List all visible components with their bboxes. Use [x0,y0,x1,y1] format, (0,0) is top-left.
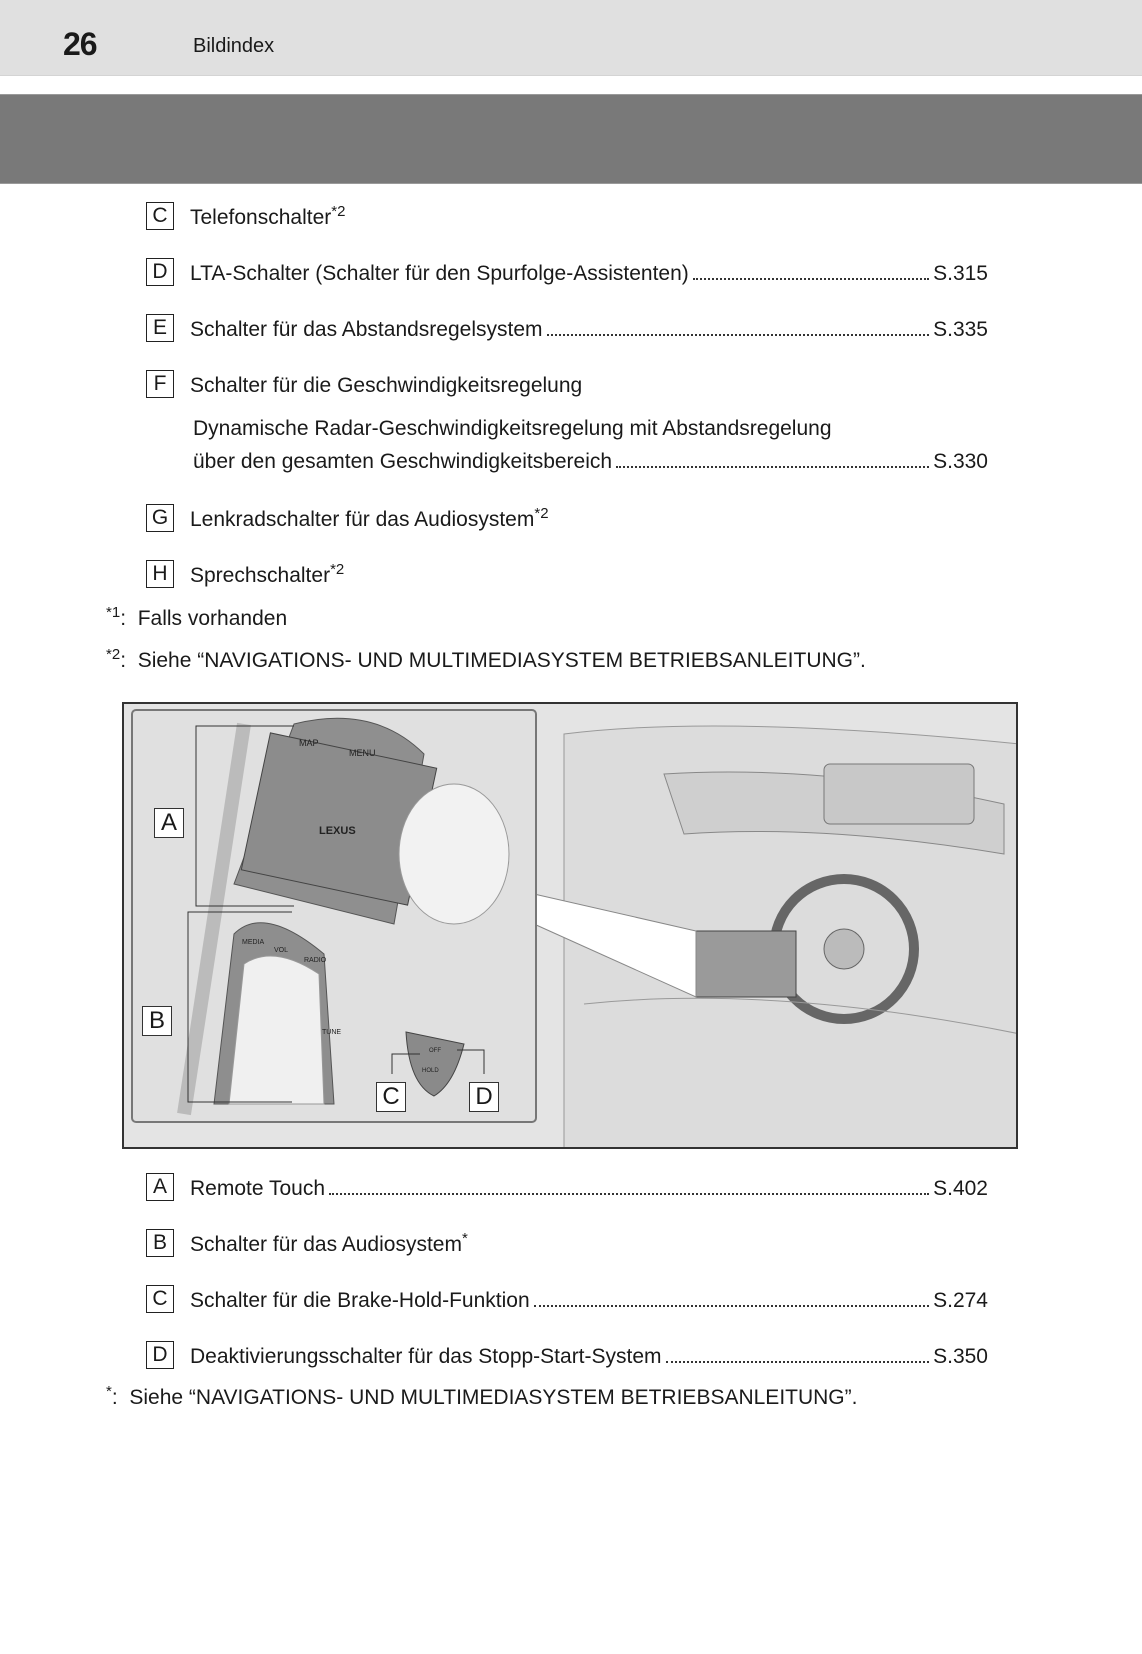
console-illustration [122,702,1018,1149]
sub-item-text: Dynamische Radar-Geschwindigkeitsregelung mit Abstandsregelung [193,417,832,440]
index-item [146,368,988,398]
tune-label: TUNE [322,1029,342,1036]
sub-item-text: über den gesamten Geschwindigkeitsbereich [193,450,613,473]
section-title: Bildindex [193,35,275,57]
footnote-mark: *1 [106,604,121,621]
vol-label: VOL [274,947,289,954]
header-band [0,94,1142,184]
callout-c: C [376,1082,406,1112]
item-letter: G [146,504,174,532]
dot-leader [693,278,929,280]
sub-item-line1 [193,417,988,441]
callout-a: A [154,808,184,838]
page-reference[interactable]: S.402 [933,1177,988,1200]
index-item [146,256,988,286]
item-footnote-mark: * [461,1230,468,1247]
page-number: 26 [63,26,97,62]
index-item [146,1339,988,1369]
index-item [146,1171,988,1201]
item-text: Schalter für die Geschwindigkeitsregelung [190,374,583,397]
page-reference[interactable]: S.274 [933,1289,988,1312]
page-reference[interactable]: S.335 [933,318,988,341]
dot-leader [534,1305,929,1307]
hold-label: HOLD [422,1068,439,1074]
page-header [0,0,1142,76]
item-letter: A [146,1173,174,1201]
item-letter: D [146,258,174,286]
index-item [146,200,988,230]
index-item [146,558,988,588]
item-text: Schalter für das Abstandsregelsystem [190,318,543,341]
index-item [146,312,988,342]
footnote-mark: *2 [106,646,121,663]
menu-button-label: MENU [349,748,376,758]
item-text: Deaktivierungsschalter für das Stopp-Start-System [190,1345,662,1368]
sub-item-line2 [193,450,988,474]
radio-label: RADIO [304,957,327,964]
dot-leader [666,1361,930,1363]
item-letter: F [146,370,174,398]
footnote: *: Siehe “NAVIGATIONS- UND MULTIMEDIASYSTEM BETRIEBSANLEITUNG”. [106,1383,858,1409]
map-button-label: MAP [299,738,319,748]
item-text: Schalter für das Audiosystem [190,1233,462,1256]
index-item [146,1283,988,1313]
dot-leader [547,334,930,336]
item-footnote-mark: *2 [534,505,549,522]
item-text: Sprechschalter [190,564,331,587]
dot-leader [329,1193,929,1195]
index-item [146,1227,988,1257]
item-text: Lenkradschalter für das Audiosystem [190,508,535,531]
item-letter: E [146,314,174,342]
off-label: OFF [429,1048,441,1054]
item-letter: C [146,202,174,230]
footnote-text: Falls vorhanden [137,607,288,630]
footnote-mark: * [106,1383,112,1400]
dot-leader [616,466,929,468]
page-reference[interactable]: S.350 [933,1345,988,1368]
footnote-text: Siehe “NAVIGATIONS- UND MULTIMEDIASYSTEM BETRIEBSANLEITUNG”. [137,649,866,672]
item-text: LTA-Schalter (Schalter für den Spurfolge-Assistenten) [190,262,689,285]
lexus-logo: LEXUS [319,825,356,837]
footnote: $^{*2}$: Siehe “NAVIGATIONS- UND MULTIMEDIASYSTEM BETRIEBSANLEITUNG”. [106,646,866,672]
item-letter: H [146,560,174,588]
index-item [146,502,988,532]
callout-b: B [142,1006,172,1036]
page-reference[interactable]: S.315 [933,262,988,285]
item-letter: B [146,1229,174,1257]
page-reference[interactable]: S.330 [933,450,988,473]
item-text: Telefonschalter [190,206,332,229]
item-letter: C [146,1285,174,1313]
callout-d: D [469,1082,499,1112]
footnote: $^{*1}$: Falls vorhanden [106,604,288,630]
interior-drawing [124,704,1018,1149]
item-footnote-mark: *2 [330,561,345,578]
item-text: Schalter für die Brake-Hold-Funktion [190,1289,530,1312]
item-letter: D [146,1341,174,1369]
item-footnote-mark: *2 [331,203,346,220]
footnote-text: Siehe “NAVIGATIONS- UND MULTIMEDIASYSTEM BETRIEBSANLEITUNG”. [129,1386,858,1409]
media-label: MEDIA [242,939,265,946]
item-text: Remote Touch [190,1177,326,1200]
